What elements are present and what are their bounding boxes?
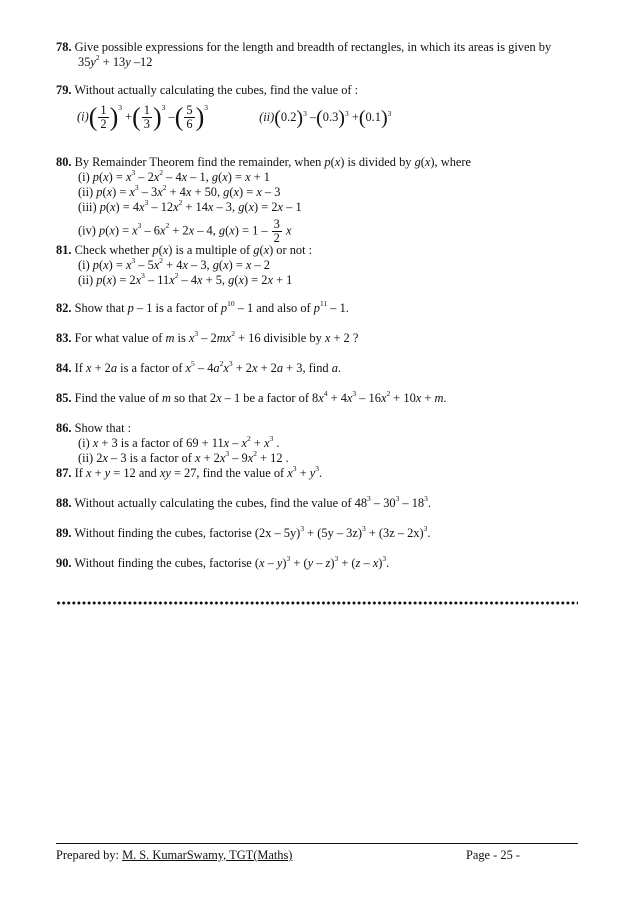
question-89: 89. Without finding the cubes, factorise (2x – 5y)$^3$ + (5y – 3z)$^3$ + (3z – 2x)$^3$.: [56, 523, 431, 540]
question-number: 79.: [56, 83, 72, 97]
question-text: If: [74, 361, 83, 375]
question-number: 85.: [56, 391, 72, 405]
part-ii: (ii) $p(x) = x^3 - 3x^2 + 4x + 50$, g(x) = x – 3: [78, 182, 281, 199]
page-footer: [56, 843, 578, 863]
question-number: 78.: [56, 40, 72, 54]
footer-author: M. S. KumarSwamy, TGT(Maths): [122, 848, 293, 862]
question-text: Check whether: [74, 243, 150, 257]
expression: $35y^2 + 13y$ –12: [78, 52, 153, 69]
part-ii: (ii) 2x – 3 is a factor of $x + 2x^3 - 9x^2 + 12$ .: [78, 448, 289, 465]
question-text: For what value of: [74, 331, 163, 345]
question-text: Without actually calculating the cubes, find the value of: [74, 496, 352, 510]
question-number: 89.: [56, 526, 72, 540]
question-number: 82.: [56, 301, 72, 315]
question-number: 88.: [56, 496, 72, 510]
question-number: 81.: [56, 243, 72, 257]
question-text: By Remainder Theorem find the remainder, when: [74, 155, 322, 169]
dotted-divider: [56, 601, 578, 605]
question-82: 82. Show that p – 1 is a factor of $p^{10} - 1$ and also of $p^{11} - 1$.: [56, 298, 349, 315]
question-88: 88. Without actually calculating the cubes, find the value of $48^3 - 30^3 - 18^3$.: [56, 493, 431, 510]
question-number: 83.: [56, 331, 72, 345]
question-number: 86.: [56, 421, 72, 435]
part-iv: (iv) $p(x) = x^3 - 6x^2 + 2x - 4$, g(x) = 1 – $\frac{3}{2}$ x: [78, 217, 292, 245]
part-i: (i) $p(x) = x^3 - 2x^2 - 4x - 1$, g(x) = x + 1: [78, 167, 270, 184]
question-79: [56, 83, 576, 98]
footer-prepared-label: Prepared by:: [56, 848, 119, 862]
part-iii: (iii) $p(x) = 4x^3 - 12x^2 + 14x - 3$, g(x) = 2x – 1: [78, 197, 302, 214]
question-86: [56, 421, 576, 466]
question-text: Without actually calculating the cubes, find the value of :: [74, 83, 359, 97]
question-83: 83. For what value of m is $x^3 - 2mx^2 + 16$ divisible by x + 2 ?: [56, 328, 359, 345]
question-text: Without finding the cubes, factorise: [74, 556, 252, 570]
question-79-parts: [77, 104, 597, 144]
question-text: Find the value of: [74, 391, 159, 405]
question-81: 81. Check whether p(x) is a multiple of g(x) or not : (i) $p(x) = x^3 - 5x^2 + 4x - 3$, g(x) = x – 2 (ii) $p(x) = 2x^3 - 11x^2 - 4x + 5$, g(x) = 2x + 1: [56, 243, 576, 288]
part-ii: (ii) $p(x) = 2x^3 - 11x^2 - 4x + 5$, g(x) = 2x + 1: [78, 270, 293, 287]
question-number: 87.: [56, 466, 72, 480]
question-87: 87. If x + y = 12 and xy = 27, find the value of $x^3 + y^3$.: [56, 463, 323, 480]
question-85: 85. Find the value of m so that 2x – 1 be a factor of $8x^4 + 4x^3 - 16x^2 + 10x + m$.: [56, 388, 447, 405]
part-i: (i) $p(x) = x^3 - 5x^2 + 4x - 3$, g(x) = x – 2: [78, 255, 270, 272]
page-number: Page - 25 -: [465, 848, 520, 862]
question-number: 90.: [56, 556, 72, 570]
question-number: 84.: [56, 361, 72, 375]
question-84: 84. If x + 2a is a factor of $x^5 - 4a^2x^3 + 2x + 2a + 3$, find a.: [56, 358, 342, 375]
question-text: Show that :: [74, 421, 132, 435]
question-78: [56, 40, 576, 70]
question-text: Without finding the cubes, factorise: [74, 526, 252, 540]
question-80: 80. By Remainder Theorem find the remainder, when p(x) is divided by g(x), where (i) $p(x) = x^3 - 2x^2 - 4x - 1$, g(x) = x + 1 (ii) $p(x) = x^3 - 3x^2 + 4x + 50$, g(x) = x – 3 (iii) $p(x) = 4x^3 - 12x^2 + 14x - 3$, g(x) = 2x – 1 (iv) $p(x) = x^3 - 6x^2 + 2x - 4$, g(x) = 1 – $\frac{3}{2}$ x: [56, 155, 576, 245]
question-text: Show that: [74, 301, 125, 315]
question-90: 90. Without finding the cubes, factorise (x – y)$^3$ + (y – z)$^3$ + (z – x)$^3$.: [56, 553, 390, 570]
question-number: 80.: [56, 155, 72, 169]
question-text: If: [74, 466, 83, 480]
part-i: (i)( $\frac{1}{2}$ )$^3$ +( $\frac{1}{3}$ )$^3$ –( $\frac{5}{6}$ )$^3$: [77, 102, 208, 132]
part-ii: $(ii)(0.2)^3$ $-(0.3)^3 +(0.1)^3$: [259, 107, 392, 130]
part-i: (i) x + 3 is a factor of $69 + 11x - x^2 + x^3$ .: [78, 433, 280, 450]
question-text: Give possible expressions for the length and breadth of rectangles, in which its areas is given by: [74, 40, 552, 54]
